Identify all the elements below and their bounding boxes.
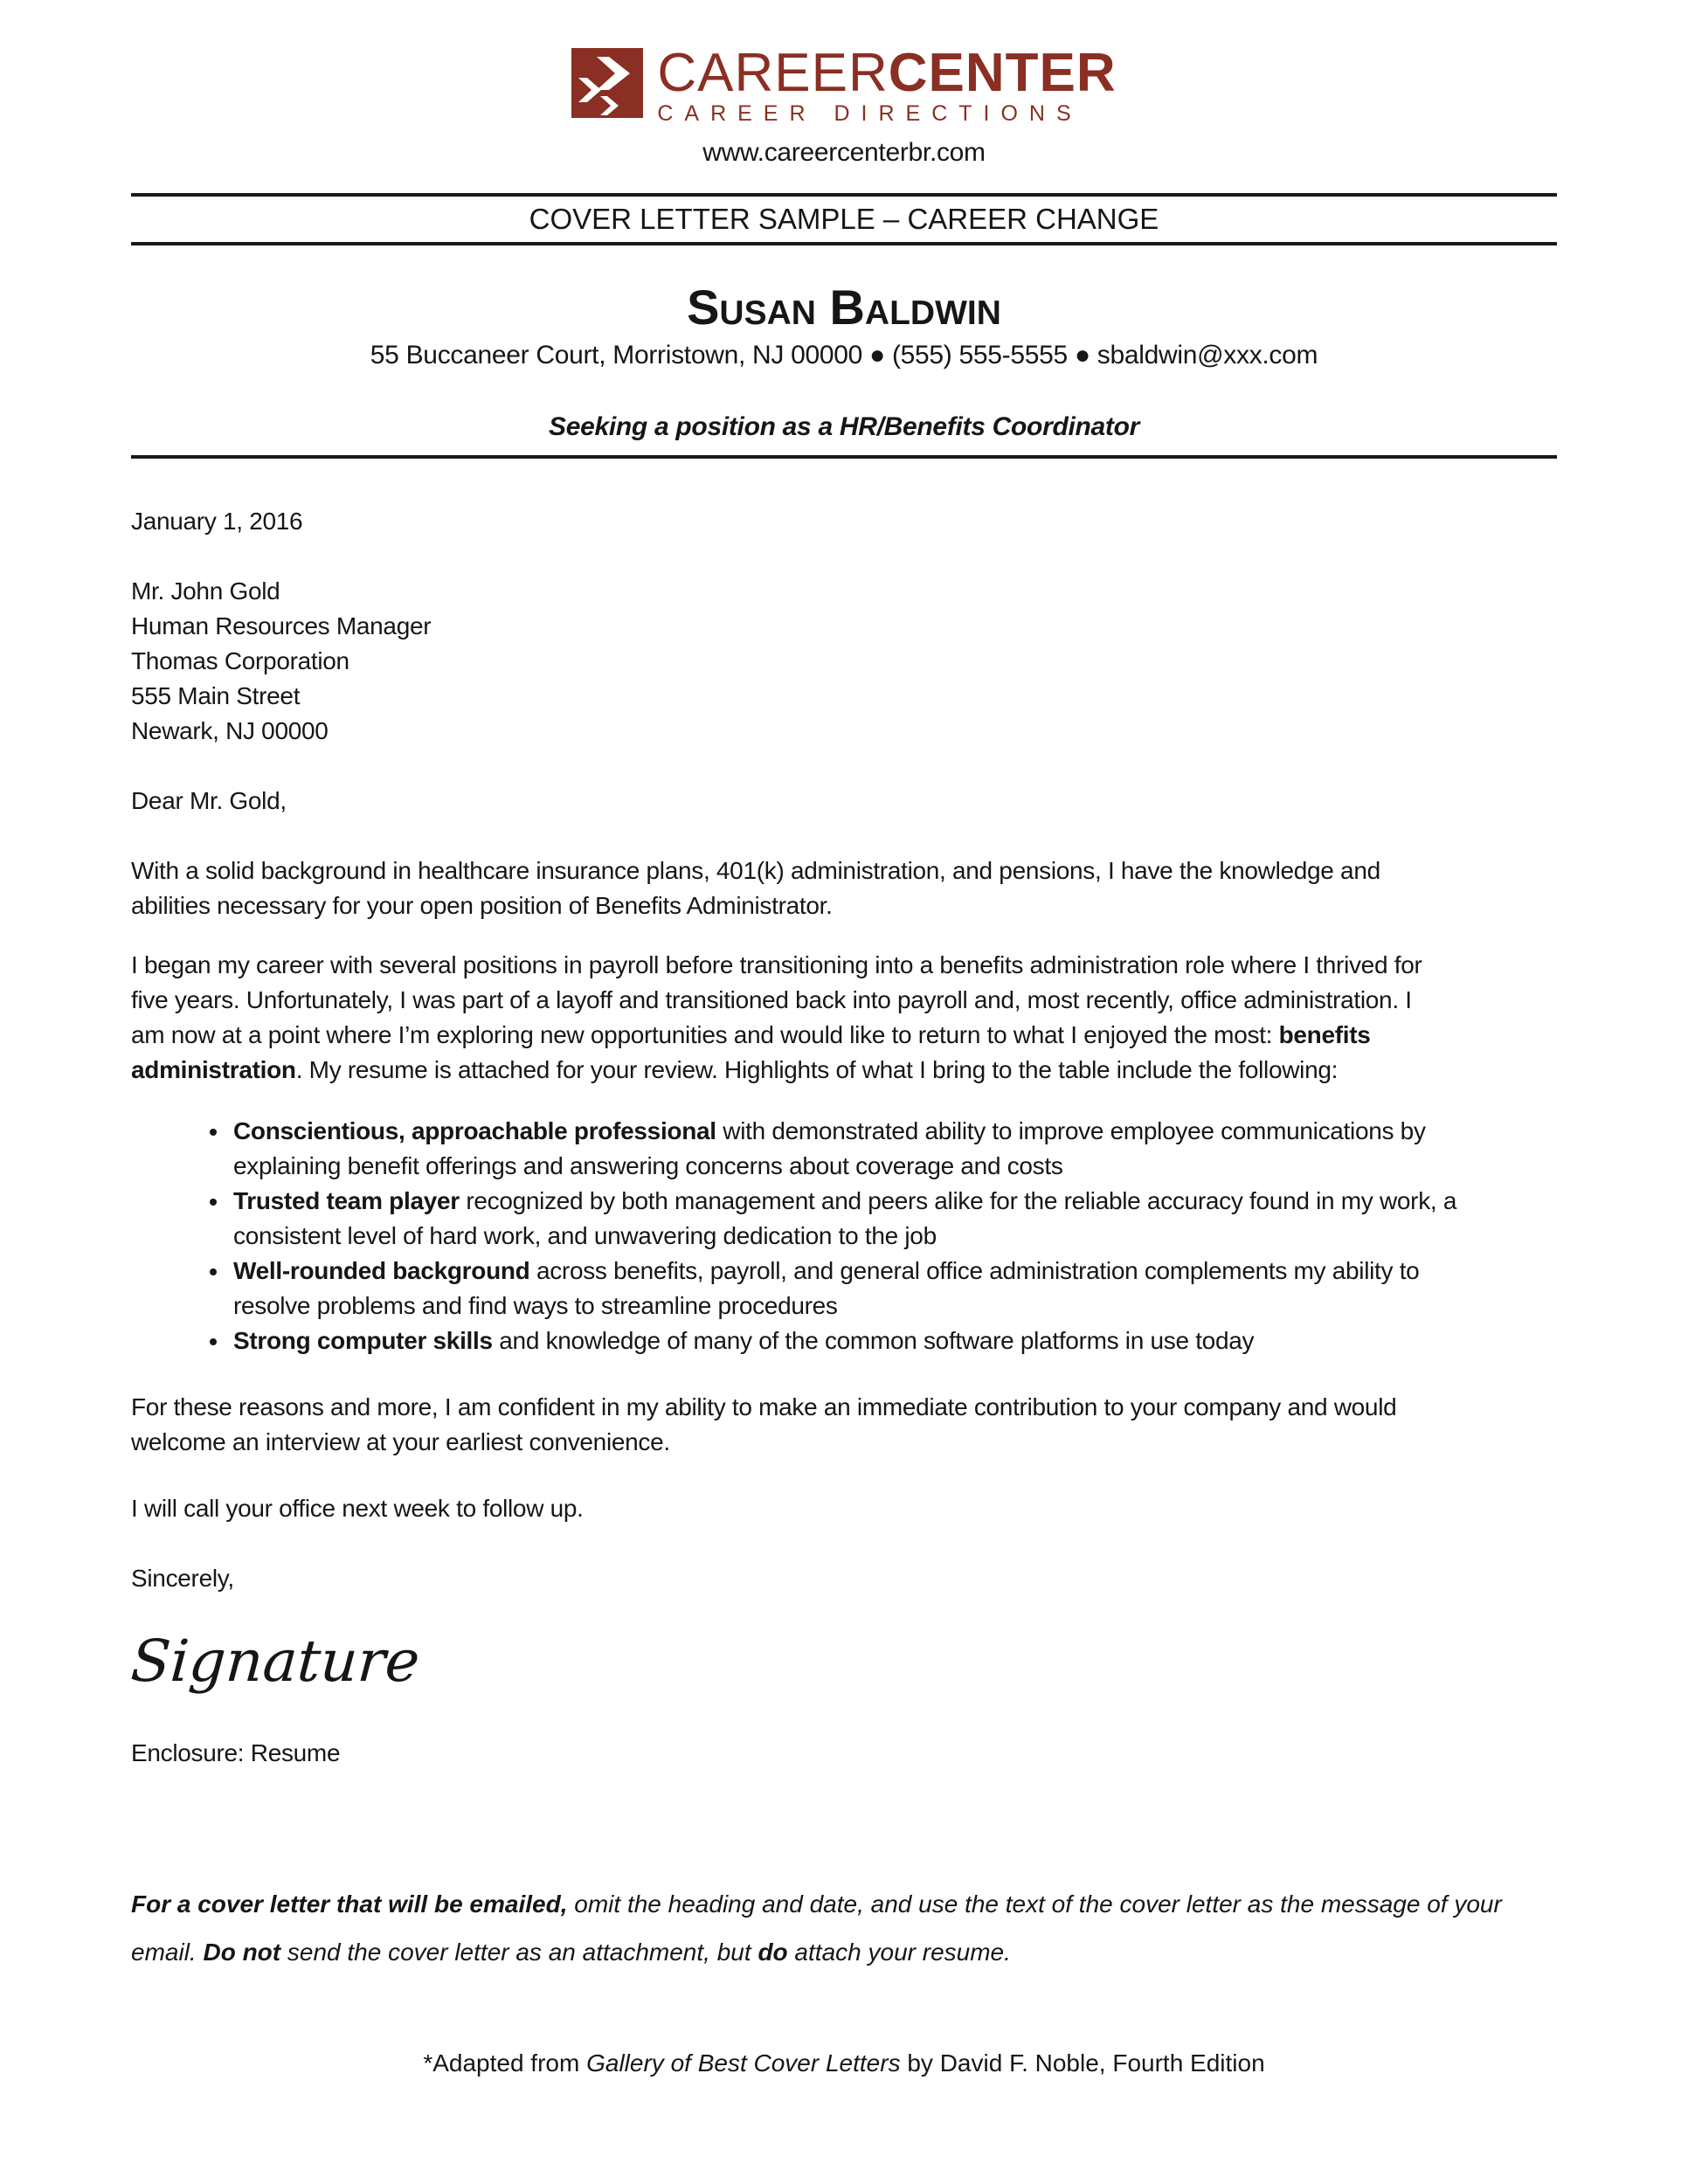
text-segment: Newark, NJ 00000 — [131, 717, 329, 744]
text-line — [131, 1018, 1557, 1053]
objective-line: Seeking a position as a HR/Benefits Coordinator — [131, 410, 1557, 459]
bullet-item — [230, 1324, 1557, 1358]
text-segment: across benefits, payroll, and general office administration complements my ability to — [529, 1257, 1420, 1284]
text-line — [131, 1390, 1557, 1425]
text-segment: Conscientious, approachable professional — [233, 1117, 716, 1144]
paragraph — [131, 1390, 1557, 1460]
contact-line: 55 Buccaneer Court, Morristown, NJ 00000 ● (555) 555-5555 ● sbaldwin@xxx.com — [370, 341, 1318, 370]
text-segment: with demonstrated ability to improve employee communications by — [716, 1117, 1426, 1144]
text-segment: omit the heading and date, and use the text of the cover letter as the message of your — [567, 1890, 1502, 1918]
text-segment: consistent level of hard work, and unwavering dedication to the job — [233, 1222, 937, 1249]
attribution-book-title: Gallery of Best Cover Letters — [586, 2049, 901, 2077]
website-url: www.careercenterbr.com — [702, 138, 986, 167]
text-segment: attach your resume. — [787, 1939, 1011, 1966]
careercenter-logo — [131, 43, 1557, 127]
text-segment: Thomas Corporation — [131, 647, 349, 674]
text-line — [233, 1324, 1557, 1358]
text-segment: abilities necessary for your open position of Benefits Administrator. — [131, 892, 833, 919]
highlights-list — [131, 1114, 1557, 1358]
address-line — [131, 644, 1557, 679]
recipient-address — [131, 574, 1557, 749]
text-segment: five years. Unfortunately, I was part of a layoff and transitioned back into payroll and, most recently, office administration. I — [131, 986, 1412, 1013]
logo-brand-secondary: CENTER — [888, 43, 1117, 103]
bullet-item — [230, 1254, 1557, 1324]
text-segment: For these reasons and more, I am confident in my ability to make an immediate contribution to your company and would — [131, 1393, 1397, 1420]
text-segment: Well-rounded background — [233, 1257, 530, 1284]
logo-brand-primary: CAREER — [657, 43, 889, 103]
text-line — [131, 1425, 1557, 1460]
text-line — [131, 888, 1557, 923]
text-line — [233, 1254, 1557, 1289]
text-segment: With a solid background in healthcare insurance plans, 401(k) administration, and pensions, I have the knowledge and — [131, 857, 1380, 884]
banner-title: COVER LETTER SAMPLE – CAREER CHANGE — [131, 193, 1557, 245]
text-line — [233, 1219, 1557, 1254]
note-line — [131, 1928, 1557, 1976]
candidate-name: Susan Baldwin — [687, 280, 1001, 335]
text-segment: and knowledge of many of the common software platforms in use today — [492, 1327, 1255, 1354]
attribution-prefix: *Adapted from — [423, 2049, 587, 2077]
text-segment: Strong computer skills — [233, 1327, 493, 1354]
text-line — [131, 983, 1557, 1018]
text-segment: recognized by both management and peers alike for the reliable accuracy found in my work, a — [459, 1187, 1457, 1214]
enclosure-line: Enclosure: Resume — [131, 1739, 341, 1766]
text-line — [131, 1053, 1557, 1088]
text-segment: Trusted team player — [233, 1187, 460, 1214]
text-segment: I will call your office next week to follow up. — [131, 1495, 584, 1522]
text-segment: explaining benefit offerings and answering concerns about coverage and costs — [233, 1152, 1063, 1179]
text-segment: Human Resources Manager — [131, 612, 432, 639]
text-segment: administration — [131, 1056, 296, 1083]
bullet-item — [230, 1114, 1557, 1184]
logo-tagline: CAREER DIRECTIONS — [657, 101, 1083, 126]
paragraph — [131, 1491, 1557, 1526]
text-segment: email. — [131, 1939, 204, 1966]
text-segment: Mr. John Gold — [131, 577, 280, 605]
text-segment: do — [758, 1939, 788, 1966]
paragraph — [131, 854, 1557, 923]
address-line — [131, 679, 1557, 714]
text-segment: For a cover letter that will be emailed, — [131, 1890, 568, 1918]
text-line — [233, 1289, 1557, 1324]
text-segment: resolve problems and find ways to streamline procedures — [233, 1292, 838, 1319]
text-line — [131, 854, 1557, 888]
attribution-suffix: by David F. Noble, Fourth Edition — [900, 2049, 1265, 2077]
address-line — [131, 609, 1557, 644]
logo-text-block — [657, 43, 1117, 127]
letter-date: January 1, 2016 — [131, 508, 303, 535]
salutation: Dear Mr. Gold, — [131, 787, 287, 814]
text-segment: Do not — [203, 1939, 281, 1966]
text-segment: . My resume is attached for your review. Highlights of what I bring to the table include the following: — [295, 1056, 1339, 1083]
address-line — [131, 714, 1557, 749]
logo-wordmark — [657, 43, 1117, 103]
text-line — [131, 1491, 1557, 1526]
address-line — [131, 574, 1557, 609]
text-line — [233, 1184, 1557, 1219]
bullet-item — [230, 1184, 1557, 1254]
text-line — [233, 1114, 1557, 1149]
closing-paragraphs — [131, 1390, 1557, 1526]
valediction: Sincerely, — [131, 1565, 234, 1592]
text-segment: am now at a point where I’m exploring new opportunities and would like to return to what I enjoyed the most: — [131, 1021, 1279, 1048]
letterhead-header — [131, 43, 1557, 170]
text-line — [131, 948, 1557, 983]
intro-paragraphs — [131, 854, 1557, 1088]
letterhead-identity — [131, 280, 1557, 459]
text-segment: I began my career with several positions in payroll before transitioning into a benefits administration role where I thrived for — [131, 951, 1422, 978]
text-line — [233, 1149, 1557, 1184]
text-segment: send the cover letter as an attachment, but — [280, 1939, 758, 1966]
text-segment: 555 Main Street — [131, 682, 301, 709]
text-segment: welcome an interview at your earliest convenience. — [131, 1428, 670, 1455]
text-segment: benefits — [1278, 1021, 1371, 1048]
letter-body — [128, 504, 1557, 2081]
signature-script: Signature — [128, 1628, 422, 1695]
paragraph — [131, 948, 1557, 1088]
attribution-footer — [131, 2046, 1557, 2081]
note-line — [131, 1880, 1557, 1928]
email-instructions-note — [131, 1880, 1557, 1976]
double-chevron-right-icon — [571, 48, 643, 118]
